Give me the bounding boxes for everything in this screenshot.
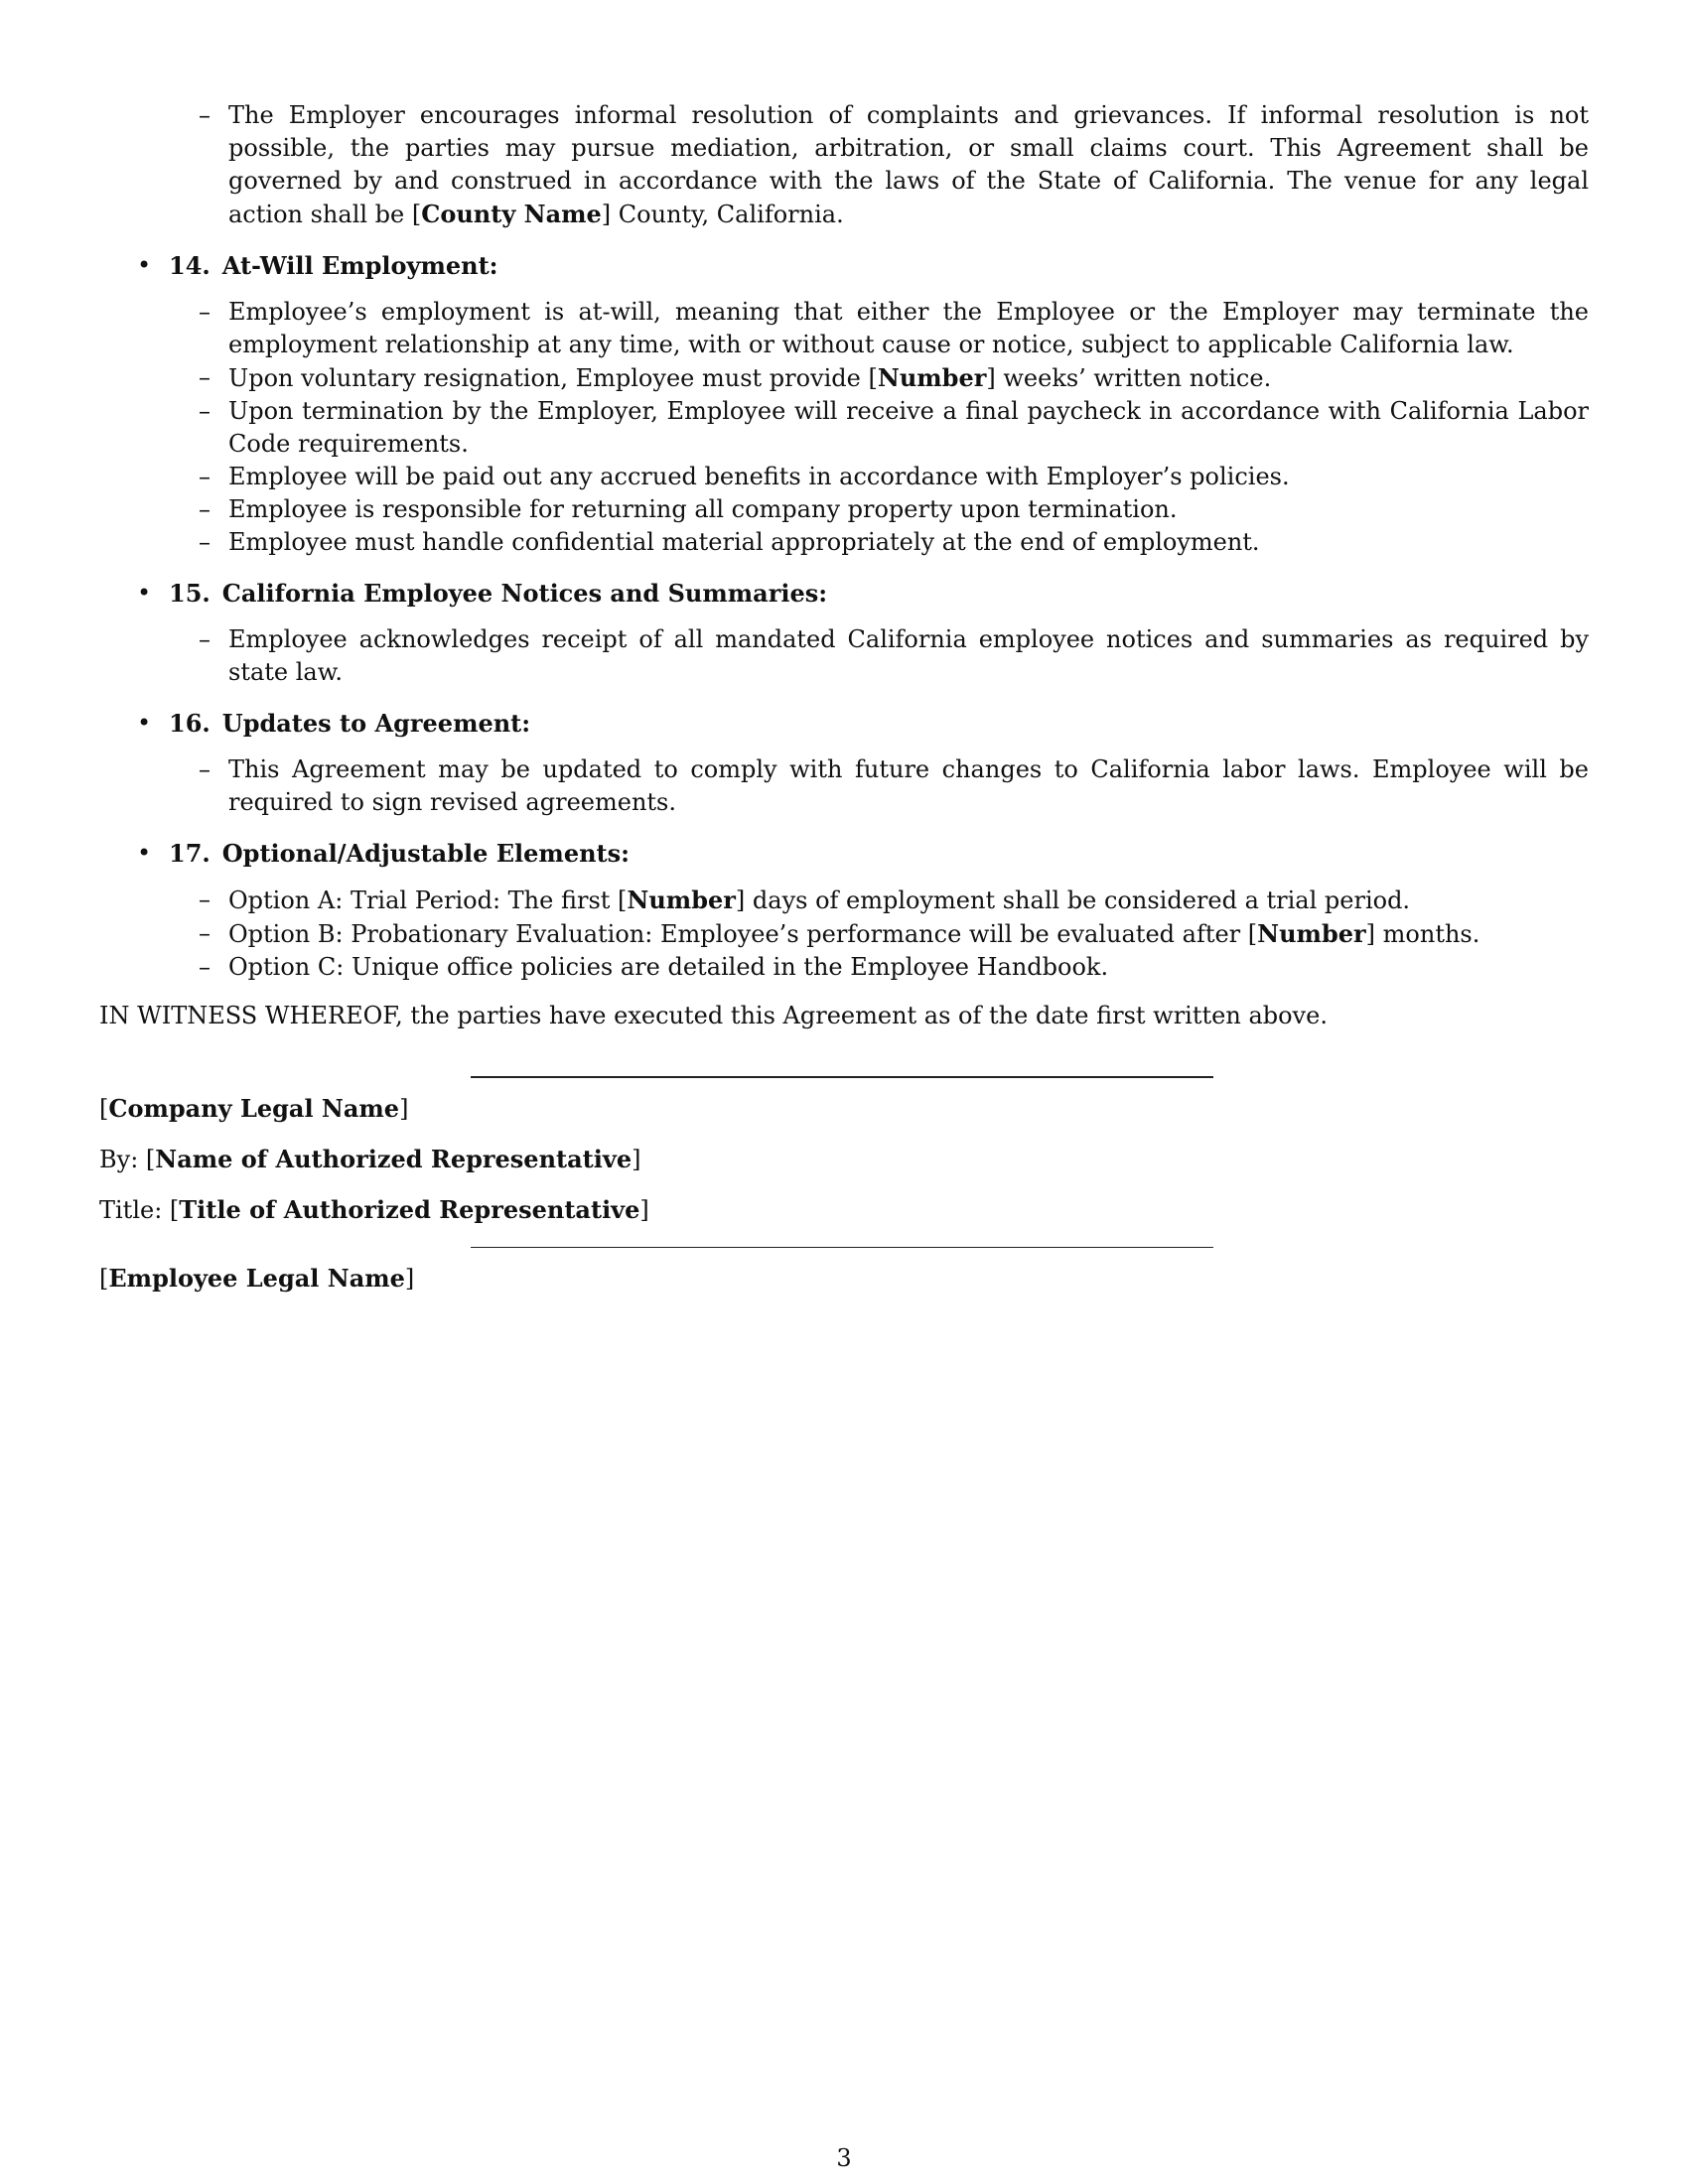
section-item-list — [99, 296, 1589, 559]
section-13-item: – The Employer encourages informal resolution of complaints and grievances. If informal resolution is not possible, the parties may pursue mediation, arbitration, or small claims court. This Agreement shall be governed by and construed in accordance with the laws of the State of California. The venue for any legal action shall be [County Name] County, California. — [228, 99, 1589, 231]
section-number: 14. — [169, 251, 211, 280]
section-15-item: – Employee acknowledges receipt of all mandated California employee notices and summaries as required by state law. — [228, 623, 1589, 689]
section-number: 17. — [169, 839, 211, 868]
authorized-rep-line: By: [Name of Authorized Representative] — [99, 1145, 641, 1173]
section-17-item: – Option B: Probationary Evaluation: Employee’s performance will be evaluated after [Number] months. — [228, 917, 1589, 951]
bullet-icon: • — [137, 709, 152, 737]
section-14-item: – Employee must handle confidential material appropriately at the end of employment. — [228, 526, 1589, 559]
section-heading — [99, 837, 1589, 870]
section-17-item: – Option C: Unique office policies are detailed in the Employee Handbook. — [228, 951, 1589, 984]
section-title: Optional/Adjustable Elements: — [221, 839, 631, 868]
section-14-item: – Employee will be paid out any accrued benefits in accordance with Employer’s policies. — [228, 461, 1589, 493]
employee-signature-line — [471, 1247, 1213, 1248]
section-item-list — [99, 753, 1589, 819]
section-13-items — [99, 99, 1589, 231]
employee-legal-name: [Employee Legal Name] — [99, 1264, 415, 1293]
document-page — [99, 99, 1589, 1312]
section-14-item: – Employee’s employment is at-will, meaning that either the Employee or the Employer may terminate the employment relationship at any time, with or without cause or notice, subject to applicable California law. — [228, 296, 1589, 361]
section-title: Updates to Agreement: — [221, 709, 531, 738]
section-14-item: – Upon termination by the Employer, Employee will receive a final paycheck in accordance with California Labor Code requirements. — [228, 395, 1589, 461]
section-heading — [99, 577, 1589, 610]
section-title: California Employee Notices and Summaries: — [221, 579, 828, 608]
section-14-item: – Employee is responsible for returning all company property upon termination. — [228, 493, 1589, 526]
witness-clause: IN WITNESS WHEREOF, the parties have executed this Agreement as of the date first written above. — [99, 1002, 1328, 1029]
sections-container — [99, 249, 1589, 984]
section-title: At-Will Employment: — [221, 251, 498, 280]
section-item-list — [99, 623, 1589, 689]
section-heading — [99, 249, 1589, 282]
bullet-icon: • — [137, 839, 152, 867]
page-number: 3 — [836, 2144, 852, 2172]
section-14-item: – Upon voluntary resignation, Employee must provide [Number] weeks’ written notice. — [228, 361, 1589, 395]
employee-signature-block — [99, 1262, 1589, 1296]
section-number: 15. — [169, 579, 211, 608]
section-16-item: – This Agreement may be updated to comply with future changes to California labor laws. Employee will be required to sign revised agreements. — [228, 753, 1589, 819]
company-signature-block — [99, 1092, 1589, 1227]
bullet-icon: • — [137, 579, 152, 607]
company-signature-line — [471, 1076, 1213, 1078]
section-number: 16. — [169, 709, 211, 738]
section-heading — [99, 707, 1589, 740]
bullet-icon: • — [137, 251, 152, 279]
section-17-item: – Option A: Trial Period: The first [Number] days of employment shall be considered a trial period. — [228, 884, 1589, 917]
authorized-title-line: Title: [Title of Authorized Representative] — [99, 1195, 649, 1224]
company-legal-name: [Company Legal Name] — [99, 1094, 409, 1123]
section-item-list — [99, 884, 1589, 984]
